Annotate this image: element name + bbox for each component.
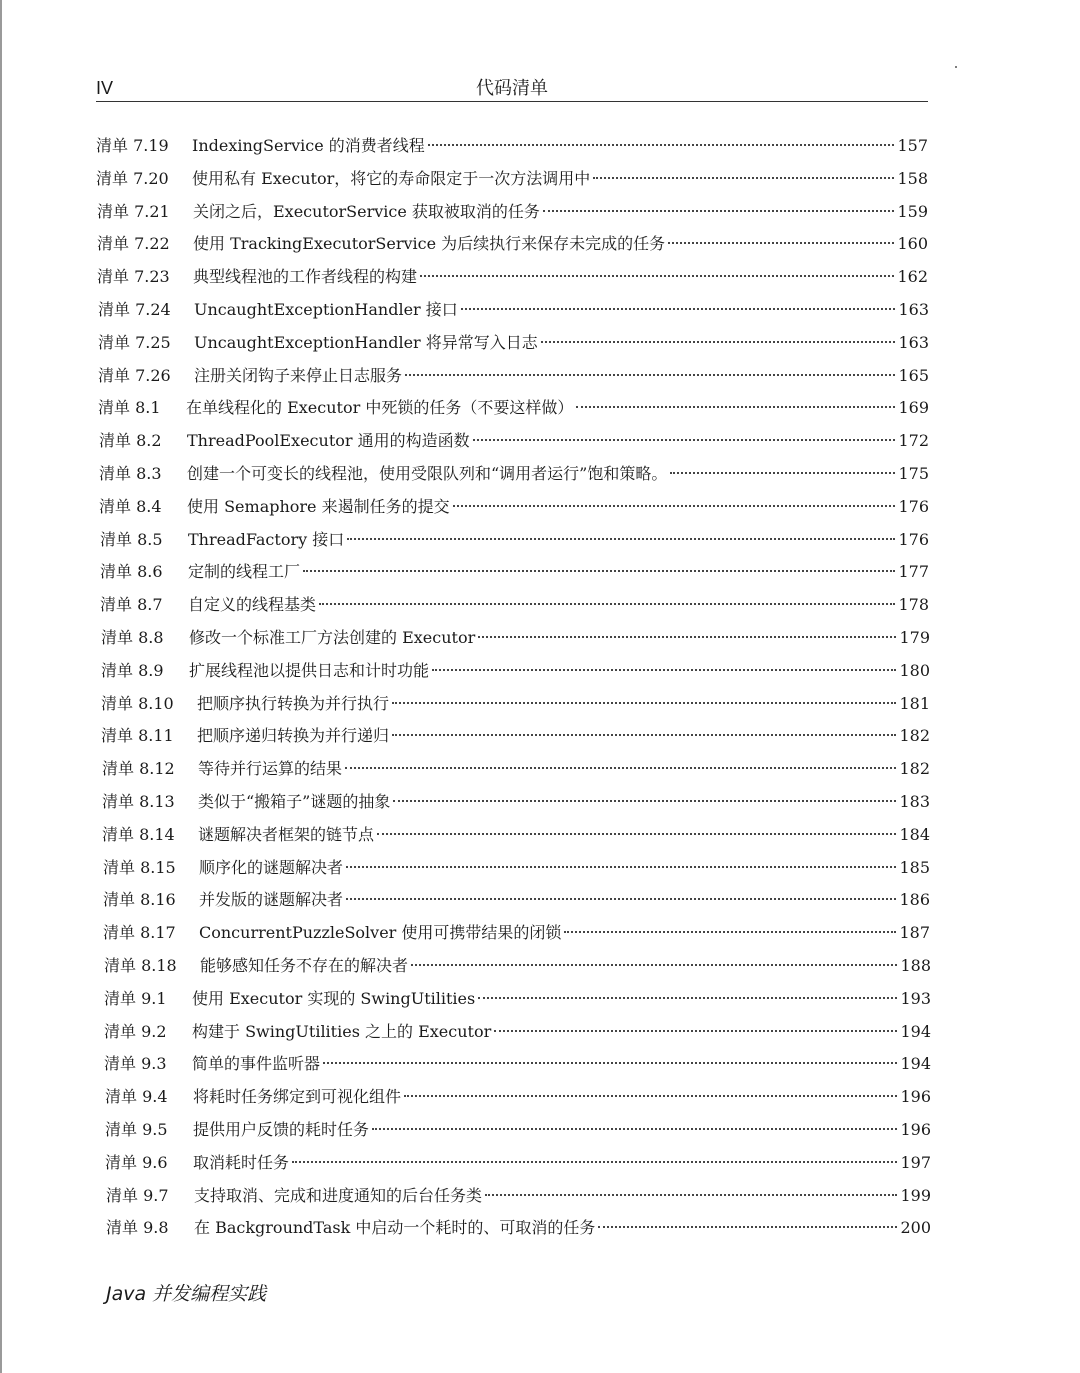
listing-page-number: 182 [899, 726, 930, 746]
dot-leader [593, 177, 894, 179]
listing-title: 支持取消、完成和进度通知的后台任务类 [194, 1185, 483, 1205]
dot-leader [347, 538, 895, 540]
listing-title: 提供用户反馈的耗时任务 [193, 1119, 370, 1139]
listing-title: 自定义的线程基类 [188, 595, 317, 615]
listing-title: 定制的线程工厂 [188, 562, 301, 582]
dot-leader [303, 570, 895, 572]
listing-entry [96, 622, 930, 655]
listing-title: 把顺序执行转换为并行执行 [197, 693, 390, 713]
listing-number: 清单 8.14 [102, 824, 175, 844]
listing-number: 清单 9.8 [106, 1218, 169, 1238]
listing-entry [96, 294, 929, 327]
listing-page-number: 175 [898, 463, 929, 483]
listing-page-number: 186 [899, 890, 930, 910]
listing-title: 修改一个标准工厂方法创建的 Executor [189, 627, 476, 647]
dot-leader [543, 210, 895, 212]
listing-page-number: 176 [898, 529, 929, 549]
listing-title: 谜题解决者框架的链节点 [198, 824, 375, 844]
listing-page-number: 163 [898, 332, 929, 352]
listing-title: 构建于 SwingUtilities 之上的 Executor [192, 1021, 492, 1041]
listing-entry [96, 228, 928, 261]
listing-title: 使用私有 Executor，将它的寿命限定于一次方法调用中 [192, 168, 591, 188]
listing-number: 清单 9.4 [105, 1087, 168, 1107]
listing-number: 清单 7.25 [98, 332, 171, 352]
listing-entry [96, 1180, 931, 1213]
dot-leader [372, 1128, 897, 1130]
listing-number: 清单 8.17 [103, 923, 176, 943]
listing-entry [96, 720, 930, 753]
listing-page-number: 177 [898, 562, 929, 582]
dot-leader [485, 1194, 897, 1196]
dot-leader [564, 931, 896, 933]
listing-entry [96, 1147, 931, 1180]
listing-entry [96, 852, 930, 885]
book-title-footer: Java 并发编程实践 [106, 1283, 267, 1305]
dot-leader [346, 898, 896, 900]
listing-page-number: 163 [898, 299, 929, 319]
dot-leader [494, 1030, 897, 1032]
listing-entry [96, 655, 930, 688]
listing-title: 使用 TrackingExecutorService 为后续执行来保存未完成的任务 [193, 234, 666, 254]
listing-title: 简单的事件监听器 [192, 1054, 321, 1074]
listing-page-number: 158 [897, 168, 928, 188]
listing-entry [96, 917, 930, 950]
listing-number: 清单 8.2 [99, 431, 162, 451]
listing-title: 等待并行运算的结果 [198, 759, 343, 779]
listing-number: 清单 9.7 [106, 1185, 169, 1205]
listing-title: 使用 Semaphore 来遏制任务的提交 [187, 496, 450, 516]
dot-leader [404, 1095, 897, 1097]
listing-number: 清单 7.22 [97, 234, 170, 254]
listing-title: 把顺序递归转换为并行递归 [197, 726, 390, 746]
listing-page-number: 180 [899, 660, 930, 680]
listing-page-number: 165 [898, 365, 929, 385]
dot-leader [478, 636, 896, 638]
listing-title: 能够感知任务不存在的解决者 [200, 955, 409, 975]
dot-leader [319, 603, 895, 605]
listing-number: 清单 9.2 [104, 1021, 167, 1041]
listing-title: 典型线程池的工作者线程的构建 [193, 267, 418, 287]
listing-page-number: 196 [900, 1087, 931, 1107]
listing-entry [96, 1081, 931, 1114]
listing-page-number: 169 [898, 398, 929, 418]
listing-number: 清单 8.11 [101, 726, 174, 746]
listing-page-number: 182 [899, 759, 930, 779]
listing-number: 清单 8.3 [99, 463, 162, 483]
listing-page-number: 194 [900, 1054, 931, 1074]
dot-leader [541, 341, 896, 343]
dot-leader [428, 144, 895, 146]
listing-title: ConcurrentPuzzleSolver 使用可携带结果的闭锁 [199, 923, 562, 943]
listing-entry [96, 589, 929, 622]
listing-number: 清单 8.1 [98, 398, 161, 418]
listing-number: 清单 8.7 [100, 595, 163, 615]
listing-title: 取消耗时任务 [193, 1152, 290, 1172]
listing-entry [96, 425, 929, 458]
listing-entry [96, 524, 929, 557]
listing-number: 清单 7.26 [98, 365, 171, 385]
listing-title: 在单线程化的 Executor 中死锁的任务（不要这样做） [186, 398, 574, 418]
listing-entry [96, 753, 930, 786]
listing-title: IndexingService 的消费者线程 [192, 136, 425, 155]
listing-number: 清单 8.6 [100, 562, 163, 582]
listing-entry [96, 688, 930, 721]
listing-title: 在 BackgroundTask 中启动一个耗时的、可取消的任务 [194, 1218, 596, 1238]
listing-page-number: 181 [899, 693, 930, 713]
dot-leader [405, 374, 895, 376]
listing-title: 顺序化的谜题解决者 [199, 857, 344, 877]
listing-title: 扩展线程池以提供日志和计时功能 [189, 660, 430, 680]
listing-page-number: 193 [900, 988, 931, 1008]
page-numeral: IV [96, 78, 114, 98]
listing-number: 清单 8.9 [101, 660, 164, 680]
listing-number: 清单 9.3 [104, 1054, 167, 1074]
listing-number: 清单 8.18 [104, 955, 177, 975]
listing-page-number: 185 [899, 857, 930, 877]
listing-page-number: 194 [900, 1021, 931, 1041]
page-left-edge [0, 0, 2, 1373]
listing-entry [96, 458, 929, 491]
listing-entry [96, 491, 929, 524]
listing-page-number: 162 [897, 267, 928, 287]
listing-page-number: 200 [900, 1218, 931, 1238]
listing-number: 清单 9.1 [104, 988, 167, 1008]
dot-leader [432, 669, 896, 671]
listing-page-number: 176 [898, 496, 929, 516]
listing-title: 使用 Executor 实现的 SwingUtilities [192, 988, 476, 1008]
listing-entry [96, 130, 928, 163]
scan-speck [955, 66, 957, 68]
listing-title: 将耗时任务绑定到可视化组件 [193, 1087, 402, 1107]
listing-number: 清单 7.21 [97, 201, 170, 221]
running-header [96, 74, 928, 102]
listing-entry [96, 1048, 931, 1081]
dot-leader [411, 964, 897, 966]
listing-number: 清单 9.6 [105, 1152, 168, 1172]
listing-entry [96, 163, 928, 196]
listing-number: 清单 8.15 [103, 857, 176, 877]
dot-leader [576, 406, 895, 408]
listing-entry [96, 1016, 931, 1049]
dot-leader [346, 866, 896, 868]
listing-title: ThreadFactory 接口 [188, 529, 345, 549]
listing-number: 清单 8.8 [101, 627, 164, 647]
dot-leader [392, 734, 896, 736]
listing-page-number: 179 [899, 627, 930, 647]
dot-leader [323, 1062, 897, 1064]
listing-page-number: 157 [897, 136, 928, 155]
listing-entry [96, 884, 930, 917]
listing-number: 清单 7.23 [97, 267, 170, 287]
page-title: 代码清单 [476, 78, 548, 99]
listing-title: 创建一个可变长的线程池，使用受限队列和“调用者运行”饱和策略。 [187, 463, 668, 483]
listing-entry [96, 950, 931, 983]
listing-page-number: 183 [899, 791, 930, 811]
dot-leader [478, 997, 897, 999]
listing-number: 清单 8.12 [102, 759, 175, 779]
listing-entry [96, 261, 928, 294]
listing-title: 并发版的谜题解决者 [199, 890, 344, 910]
listing-entry [96, 327, 929, 360]
listing-title: UncaughtExceptionHandler 接口 [194, 299, 458, 319]
listing-number: 清单 8.4 [99, 496, 162, 516]
dot-leader [670, 472, 895, 474]
listing-number: 清单 8.16 [103, 890, 176, 910]
dot-leader [377, 833, 896, 835]
dot-leader [393, 800, 896, 802]
listing-page-number: 172 [898, 431, 929, 451]
listing-entry [96, 983, 931, 1016]
listing-entry [96, 556, 929, 589]
listing-title: 关闭之后，ExecutorService 获取被取消的任务 [193, 201, 540, 221]
listing-title: 注册关闭钩子来停止日志服务 [194, 365, 403, 385]
listing-page-number: 188 [900, 955, 931, 975]
listing-number: 清单 7.19 [96, 136, 169, 155]
code-listing-index [96, 130, 936, 1245]
listing-page-number: 159 [897, 201, 928, 221]
listing-page-number: 184 [899, 824, 930, 844]
dot-leader [598, 1226, 897, 1228]
dot-leader [461, 308, 896, 310]
header-rule [96, 101, 928, 102]
dot-leader [292, 1161, 897, 1163]
listing-number: 清单 9.5 [105, 1119, 168, 1139]
dot-leader [392, 702, 896, 704]
dot-leader [453, 505, 896, 507]
listing-page-number: 199 [900, 1185, 931, 1205]
listing-entry [96, 392, 929, 425]
listing-entry [96, 1212, 931, 1245]
listing-number: 清单 7.24 [98, 299, 171, 319]
listing-entry [96, 786, 930, 819]
dot-leader [473, 439, 896, 441]
listing-title: ThreadPoolExecutor 通用的构造函数 [187, 431, 470, 451]
listing-title: UncaughtExceptionHandler 将异常写入日志 [194, 332, 538, 352]
listing-number: 清单 8.5 [100, 529, 163, 549]
listing-page-number: 197 [900, 1152, 931, 1172]
dot-leader [668, 242, 894, 244]
listing-entry [96, 360, 929, 393]
listing-entry [96, 196, 928, 229]
listing-page-number: 196 [900, 1119, 931, 1139]
listing-page-number: 160 [897, 234, 928, 254]
listing-title: 类似于“搬箱子”谜题的抽象 [198, 791, 391, 811]
dot-leader [345, 767, 896, 769]
listing-page-number: 187 [899, 923, 930, 943]
listing-number: 清单 8.10 [101, 693, 174, 713]
listing-page-number: 178 [898, 595, 929, 615]
dot-leader [420, 275, 894, 277]
listing-number: 清单 7.20 [96, 168, 169, 188]
listing-number: 清单 8.13 [102, 791, 175, 811]
listing-entry [96, 1114, 931, 1147]
listing-entry [96, 819, 930, 852]
